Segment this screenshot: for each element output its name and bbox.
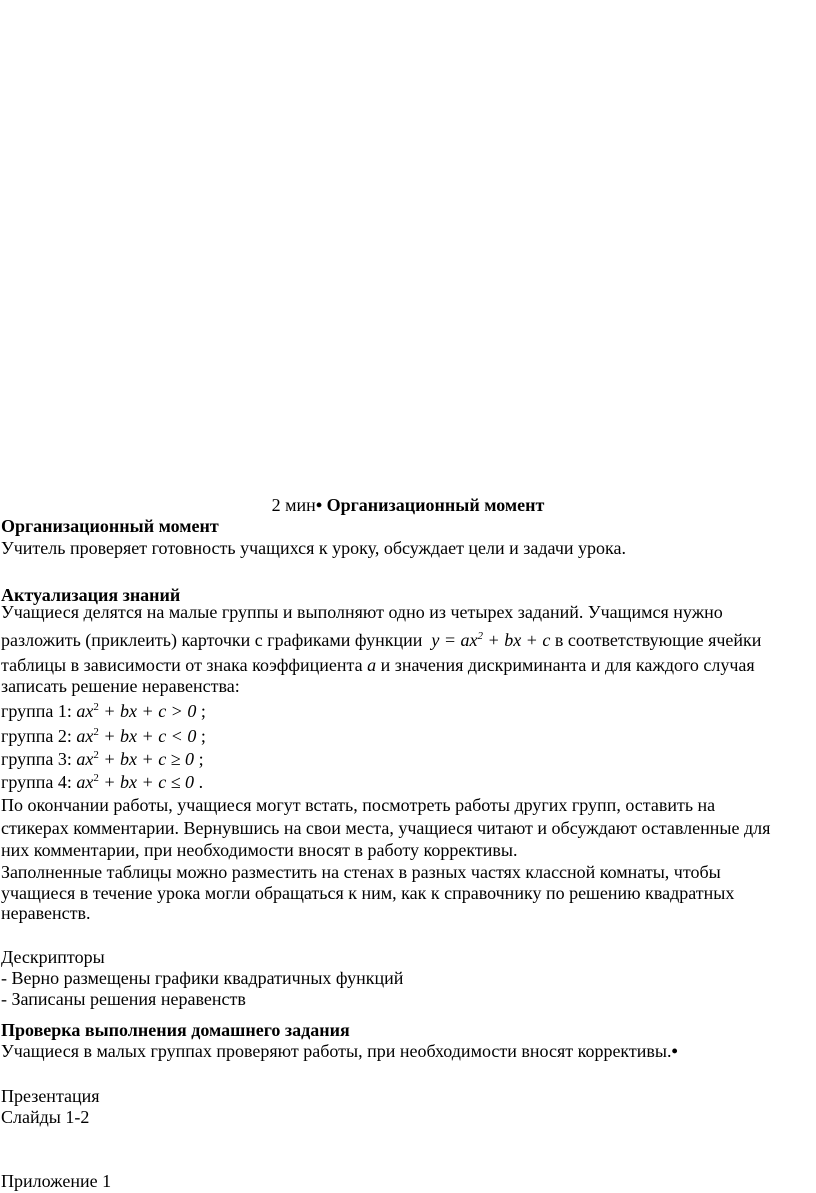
homework-text xyxy=(1,1040,678,1062)
text: таблицы в зависимости от знака коэффициента xyxy=(1,655,368,675)
para3-line: Заполненные таблицы можно разместить на стенах в разных частях классной комнаты, чтобы xyxy=(1,862,721,882)
actual-line4: записать решение неравенства: xyxy=(1,676,240,696)
formula: ax xyxy=(76,701,94,721)
punct: ; xyxy=(196,726,206,746)
bullet-icon: • xyxy=(671,1041,678,1061)
group-4 xyxy=(1,771,203,793)
section-header xyxy=(0,494,816,516)
exponent: 2 xyxy=(93,701,99,713)
para2-line: По окончании работы, учащиеся могут встать, посмотреть работы других групп, оставить на xyxy=(1,795,716,815)
coefficient: a xyxy=(367,655,377,675)
formula: + bx + c ≤ 0 xyxy=(98,772,195,792)
para2-line: стикерах комментарии. Вернувшись на свои места, учащиеся читают и обсуждают оставленные для xyxy=(1,818,771,838)
group-label: группа 3: xyxy=(1,749,77,769)
text: разложить (приклеить) карточки с графиками функции xyxy=(1,630,427,650)
punct: . xyxy=(194,772,204,792)
formula: ax xyxy=(76,726,94,746)
time-label: 2 мин xyxy=(271,495,316,515)
text: в соответствующие ячейки xyxy=(550,630,762,650)
presentation-label: Презентация xyxy=(1,1086,100,1106)
para3-line: неравенств. xyxy=(1,903,91,923)
exponent: 2 xyxy=(93,749,99,761)
formula: + bx + c ≥ 0 xyxy=(98,749,195,769)
formula-part: y = ax xyxy=(431,630,478,650)
org-text: Учитель проверяет готовность учащихся к уроку, обсуждает цели и задачи урока. xyxy=(1,538,626,558)
formula: + bx + c > 0 xyxy=(98,701,197,721)
formula xyxy=(427,630,550,650)
appendix-label: Приложение 1 xyxy=(1,1171,112,1191)
formula: ax xyxy=(76,749,94,769)
group-label: группа 1: xyxy=(1,701,77,721)
group-1 xyxy=(1,700,206,722)
actual-line3 xyxy=(1,654,755,676)
actual-line2 xyxy=(1,629,761,651)
text: Учащиеся в малых группах проверяют работы, при необходимости вносят коррективы. xyxy=(1,1041,672,1061)
punct: ; xyxy=(196,701,206,721)
formula-part: + bx + c xyxy=(483,630,551,650)
text: и значения дискриминанта и для каждого случая xyxy=(376,655,755,675)
bullet-icon: • xyxy=(315,495,323,515)
para2-line: них комментарии, при необходимости вносят в работу коррективы. xyxy=(1,840,518,860)
slides-label: Слайды 1-2 xyxy=(1,1107,90,1127)
punct: ; xyxy=(194,749,204,769)
exponent: 2 xyxy=(477,630,484,642)
group-label: группа 2: xyxy=(1,726,77,746)
group-2 xyxy=(1,725,206,747)
actual-line1: Учащиеся делятся на малые группы и выполняют одно из четырех заданий. Учащимся нужно xyxy=(1,602,723,622)
formula: ax xyxy=(76,772,94,792)
group-label: группа 4: xyxy=(1,772,77,792)
descriptor-item: - Верно размещены графики квадратичных функций xyxy=(1,968,404,988)
group-3 xyxy=(1,748,204,770)
descriptor-item: - Записаны решения неравенств xyxy=(1,989,246,1009)
descriptors-heading: Дескрипторы xyxy=(1,947,105,967)
homework-heading: Проверка выполнения домашнего задания xyxy=(1,1020,350,1040)
org-heading: Организационный момент xyxy=(1,516,219,536)
exponent: 2 xyxy=(93,772,99,784)
section-title: Организационный момент xyxy=(326,495,545,515)
para3-line: учащиеся в течение урока могли обращаться к ним, как к справочнику по решению квадратных xyxy=(1,883,735,903)
actual-heading: Актуализация знаний xyxy=(1,585,181,605)
exponent: 2 xyxy=(93,726,99,738)
formula: + bx + c < 0 xyxy=(98,726,197,746)
